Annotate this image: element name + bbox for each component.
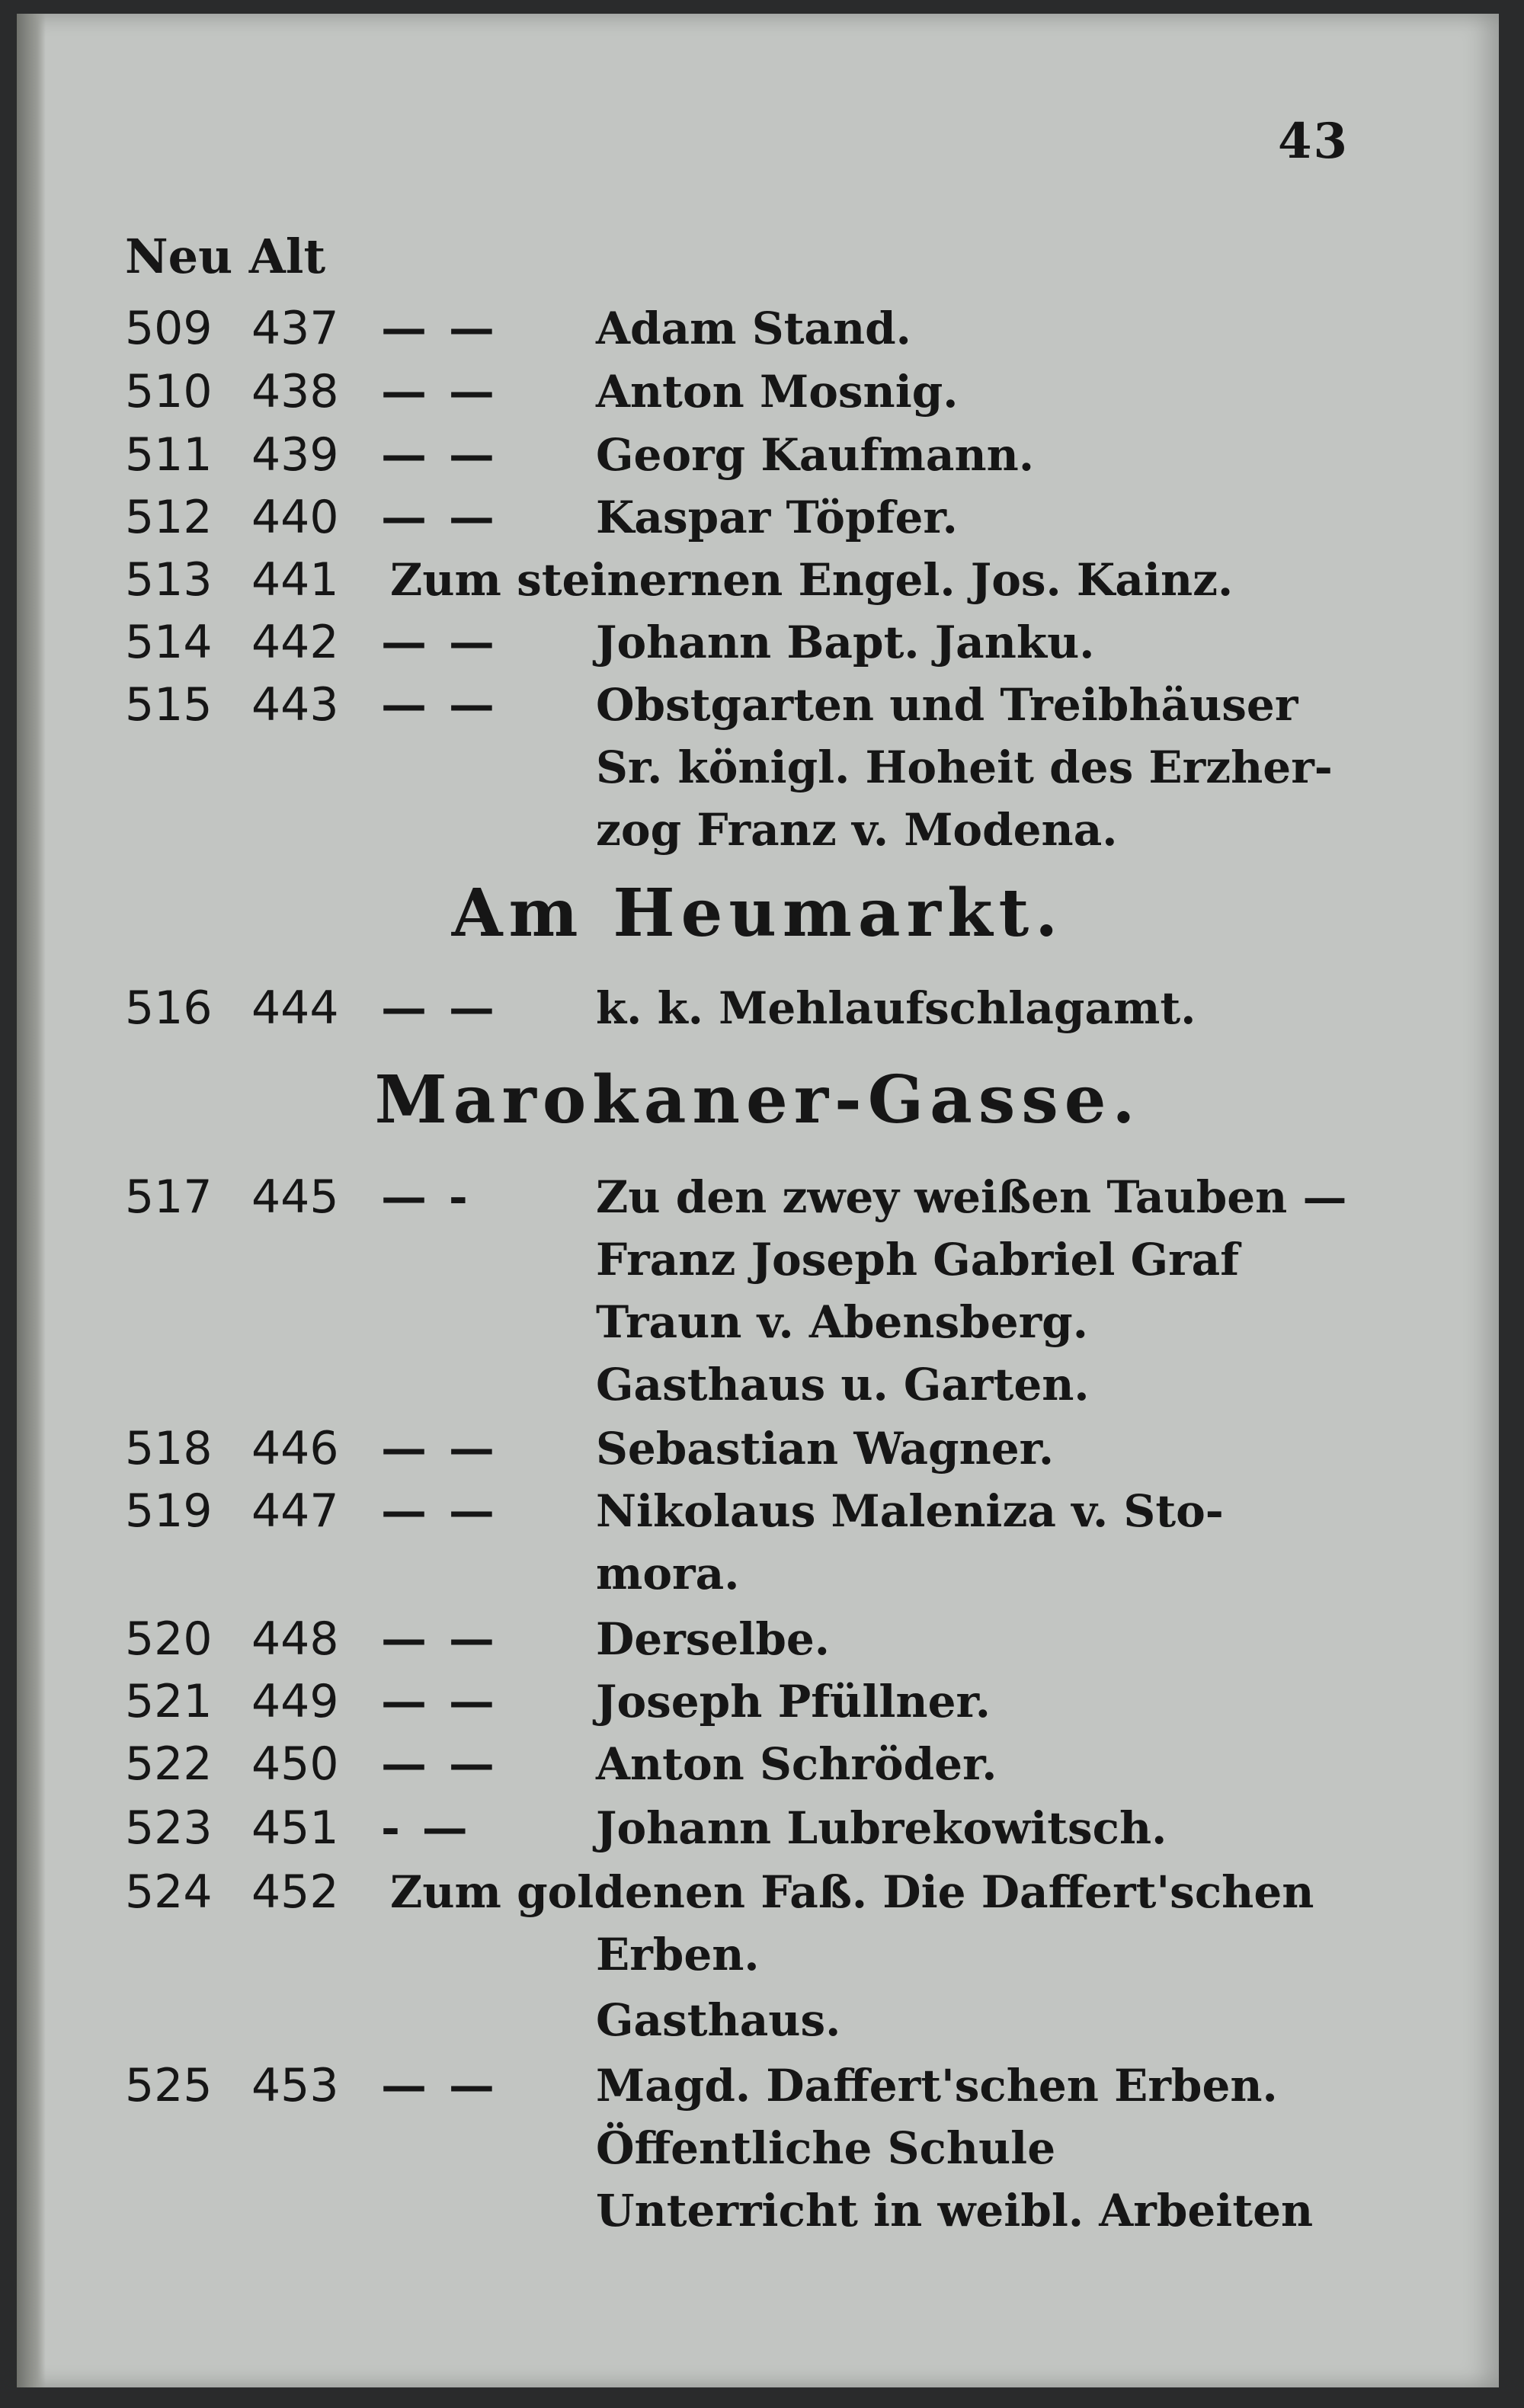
entry-text: Derselbe. xyxy=(596,1613,830,1665)
old-number: 437 xyxy=(251,302,339,355)
entry-text: Gasthaus u. Garten. xyxy=(596,1359,1090,1411)
new-number: 524 xyxy=(125,1865,213,1919)
column-header: Neu Alt xyxy=(125,229,326,284)
section-heading: Marokaner-Gasse. xyxy=(374,1062,1141,1138)
ditto-mark: — — xyxy=(381,1484,498,1538)
entry-text: Zu den zwey weißen Tauben — xyxy=(596,1171,1347,1223)
entry-text: Gasthaus. xyxy=(596,1994,841,2046)
new-number: 510 xyxy=(125,365,213,418)
old-number: 440 xyxy=(251,491,339,544)
ditto-mark: — — xyxy=(381,302,498,355)
new-number: 520 xyxy=(125,1612,213,1666)
entry-text: Johann Lubrekowitsch. xyxy=(596,1802,1167,1854)
ditto-mark: — — xyxy=(381,428,498,482)
old-number: 443 xyxy=(251,678,339,732)
ditto-mark: - — xyxy=(381,1801,471,1855)
entry-text: Traun v. Abensberg. xyxy=(596,1296,1088,1348)
entry-text: zog Franz v. Modena. xyxy=(596,804,1118,856)
ditto-mark: — — xyxy=(381,491,498,544)
entry-text: Zum goldenen Faß. Die Daffert'schen xyxy=(390,1866,1314,1918)
new-number: 509 xyxy=(125,302,213,355)
ditto-mark: — - xyxy=(381,1170,471,1224)
entry-text: Joseph Pfüllner. xyxy=(596,1676,991,1728)
entry-text: Franz Joseph Gabriel Graf xyxy=(596,1234,1240,1286)
entry-text: Kaspar Töpfer. xyxy=(596,492,958,543)
old-number: 447 xyxy=(251,1484,339,1538)
old-number: 438 xyxy=(251,365,339,418)
new-number: 518 xyxy=(125,1422,213,1475)
entry-text: Sr. königl. Hoheit des Erzher- xyxy=(596,741,1333,793)
old-number: 442 xyxy=(251,616,339,669)
new-number: 519 xyxy=(125,1484,213,1538)
entry-text: mora. xyxy=(596,1548,740,1599)
page-spine-shadow xyxy=(17,14,46,2387)
old-number: 450 xyxy=(251,1737,339,1791)
new-number: 515 xyxy=(125,678,213,732)
entry-text: Sebastian Wagner. xyxy=(596,1423,1055,1475)
entry-text: Obstgarten und Treibhäuser xyxy=(596,679,1298,731)
new-number: 521 xyxy=(125,1675,213,1728)
new-number: 523 xyxy=(125,1801,213,1855)
entry-text: Öffentliche Schule xyxy=(596,2122,1056,2174)
old-number: 449 xyxy=(251,1675,339,1728)
old-number: 453 xyxy=(251,2059,339,2112)
old-number: 439 xyxy=(251,428,339,482)
ditto-mark: — — xyxy=(381,981,498,1035)
new-number: 514 xyxy=(125,616,213,669)
entry-text: Adam Stand. xyxy=(596,303,911,354)
entry-text: Zum steinernen Engel. Jos. Kainz. xyxy=(390,554,1234,606)
entry-text: Unterricht in weibl. Arbeiten xyxy=(596,2185,1314,2237)
ditto-mark: — — xyxy=(381,1612,498,1666)
new-number: 512 xyxy=(125,491,213,544)
ditto-mark: — — xyxy=(381,1675,498,1728)
entry-text: Johann Bapt. Janku. xyxy=(596,616,1095,668)
old-number: 444 xyxy=(251,981,339,1035)
ditto-mark: — — xyxy=(381,678,498,732)
entry-text: Anton Schröder. xyxy=(596,1738,997,1790)
ditto-mark: — — xyxy=(381,2059,498,2112)
new-number: 522 xyxy=(125,1737,213,1791)
ditto-mark: — — xyxy=(381,1737,498,1791)
new-number: 525 xyxy=(125,2059,213,2112)
ditto-mark: — — xyxy=(381,1422,498,1475)
new-number: 516 xyxy=(125,981,213,1035)
page-number: 43 xyxy=(1278,113,1350,170)
old-number: 441 xyxy=(251,553,339,607)
entry-text: Nikolaus Maleniza v. Sto- xyxy=(596,1485,1224,1537)
old-number: 452 xyxy=(251,1865,339,1919)
old-number: 445 xyxy=(251,1170,339,1224)
book-page xyxy=(17,14,1499,2387)
new-number: 517 xyxy=(125,1170,213,1224)
section-heading: Am Heumarkt. xyxy=(451,875,1065,952)
ditto-mark: — — xyxy=(381,365,498,418)
entry-text: Magd. Daffert'schen Erben. xyxy=(596,2060,1278,2112)
old-number: 446 xyxy=(251,1422,339,1475)
entry-text: Erben. xyxy=(596,1929,760,1981)
old-number: 451 xyxy=(251,1801,339,1855)
ditto-mark: — — xyxy=(381,616,498,669)
new-number: 511 xyxy=(125,428,213,482)
old-number: 448 xyxy=(251,1612,339,1666)
entry-text: Anton Mosnig. xyxy=(596,366,959,418)
entry-text: k. k. Mehlaufschlagamt. xyxy=(596,982,1196,1034)
entry-text: Georg Kaufmann. xyxy=(596,429,1035,481)
new-number: 513 xyxy=(125,553,213,607)
